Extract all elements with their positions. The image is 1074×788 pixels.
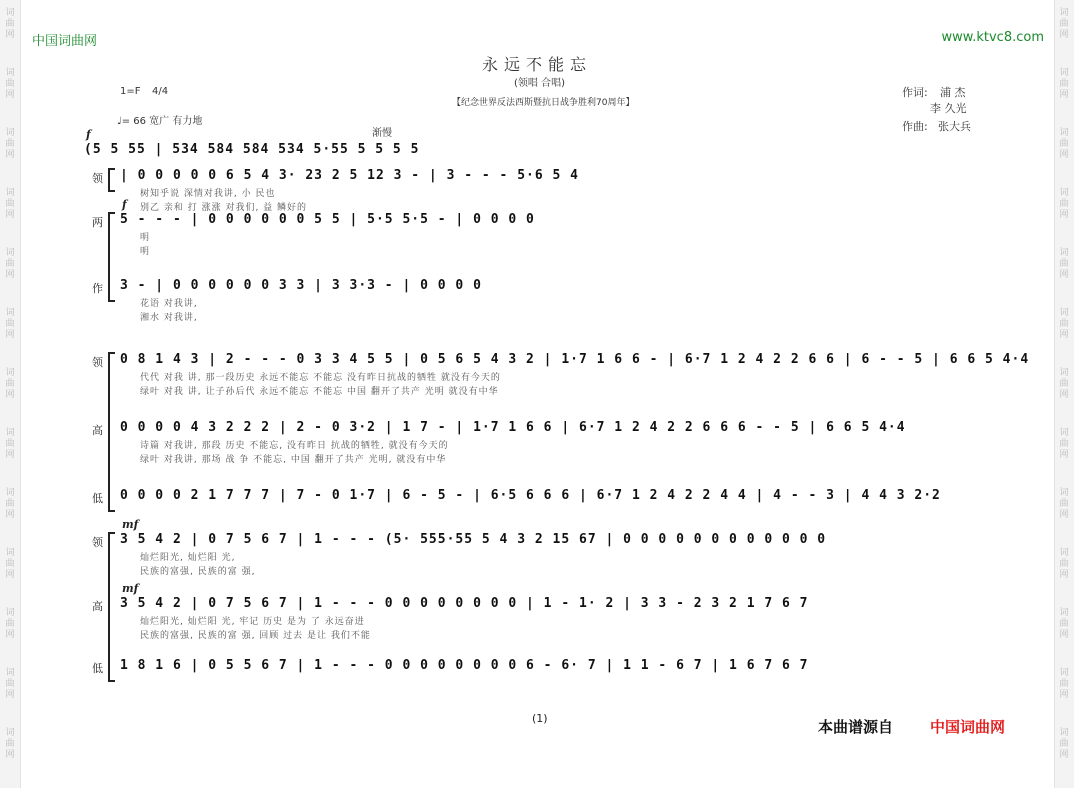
- dynamic-marking: f: [86, 128, 91, 141]
- lyric-line: 诗篇 对我讲, 那段 历史 不能忘, 没有昨日 抗战的牺牲, 就没有今天的: [140, 441, 449, 451]
- watermark-glyphs: 词 曲 网: [1059, 68, 1069, 100]
- lyric-line: 民族的富强, 民族的富 强, 回顾 过去 是让 我们不能: [140, 631, 371, 641]
- lyric-line: 绿叶 对我讲, 那场 战 争 不能忘, 中国 翻开了共产 光明, 就没有中华: [140, 455, 447, 465]
- site-url-right[interactable]: www.ktvc8.com: [941, 30, 1044, 45]
- watermark-glyphs: 词 曲 网: [1059, 8, 1069, 40]
- lyric-line: 代代 对我 讲, 那一段历史 永远不能忘 不能忘 没有昨日抗战的牺牲 就没有今天的: [140, 373, 501, 383]
- part-label: 高: [92, 600, 103, 613]
- key-signature: 1=F: [120, 86, 141, 97]
- time-signature: 4/4: [152, 86, 169, 97]
- lyrics-label: 作词:: [902, 86, 928, 99]
- watermark-glyphs: 词 曲 网: [1059, 128, 1069, 160]
- song-subtitle: (领唱 合唱): [514, 78, 565, 89]
- score-page: [22, 22, 1052, 762]
- notation-line: 0 0 0 0 4 3 2 2 2 | 2 - 0 3·2 | 1 7 - | 1·7 1 6 6 | 6·7 1 2 4 2 2 6 6 6 - - 5 | 6 6 5 4·4: [120, 420, 906, 435]
- lyric-line: 绿叶 对我 讲, 让子孙后代 永远不能忘 不能忘 中国 翻开了共产 光明 就没有中华: [140, 387, 499, 397]
- notation-line: 0 8 1 4 3 | 2 - - - 0 3 3 4 5 5 | 0 5 6 5 4 3 2 | 1·7 1 6 6 - | 6·7 1 2 4 2 2 6 6 | 6 - - 5 | 6 6 5 4·4: [120, 352, 1030, 367]
- watermark-glyphs: 词 曲 网: [5, 608, 15, 640]
- watermark-glyphs: 词 曲 网: [1059, 248, 1069, 280]
- system-brace: [108, 532, 115, 682]
- dedication: 【纪念世界反法西斯暨抗日战争胜利70周年】: [452, 98, 635, 108]
- notation-line: 0 0 0 0 2 1 7 7 7 | 7 - 0 1·7 | 6 - 5 - | 6·5 6 6 6 | 6·7 1 2 4 2 2 4 4 | 4 - - 3 | 4 4 3 2·2: [120, 488, 941, 503]
- watermark-glyphs: 词 曲 网: [5, 128, 15, 160]
- song-title: 永远不能忘: [482, 55, 593, 74]
- dynamic-marking: f: [122, 198, 127, 211]
- lyric-line: 民族的富强, 民族的富 强,: [140, 567, 256, 577]
- watermark-glyphs: 词 曲 网: [5, 428, 15, 460]
- watermark-glyphs: 词 曲 网: [1059, 488, 1069, 520]
- dynamic-marking: mf: [122, 518, 139, 531]
- part-label: 领: [92, 172, 103, 185]
- lyric-line: 花语 对我讲,: [140, 299, 198, 309]
- lyricist-2: 李 久光: [930, 102, 967, 115]
- watermark-glyphs: 词 曲 网: [1059, 428, 1069, 460]
- music-label: 作曲:: [902, 120, 928, 133]
- part-label: 高: [92, 424, 103, 437]
- notation-line: | 0 0 0 0 0 6 5 4 3· 23 2 5 12 3 - | 3 - - - 5·6 5 4: [120, 168, 579, 183]
- notation-line: 3 5 4 2 | 0 7 5 6 7 | 1 - - - (5· 555·55 5 4 3 2 15 67 | 0 0 0 0 0 0 0 0 0 0 0 0: [120, 532, 827, 547]
- page-number: (1): [532, 712, 548, 725]
- watermark-glyphs: 词 曲 网: [1059, 608, 1069, 640]
- watermark-glyphs: 词 曲 网: [5, 308, 15, 340]
- lyric-line: 明: [140, 247, 151, 257]
- notation-line: 1 8 1 6 | 0 5 5 6 7 | 1 - - - 0 0 0 0 0 0 0 0 6 - 6· 7 | 1 1 - 6 7 | 1 6 7 6 7: [120, 658, 809, 673]
- site-name-left[interactable]: 中国词曲网: [32, 34, 98, 49]
- watermark-glyphs: 词 曲 网: [5, 68, 15, 100]
- notation-line: 5 - - - | 0 0 0 0 0 0 5 5 | 5·5 5·5 - | 0 0 0 0: [120, 212, 535, 227]
- part-label: 低: [92, 662, 103, 675]
- footer-source-label: 本曲谱源自: [818, 718, 894, 736]
- notation-line: (5 5 55 | 534 584 584 534 5·55 5 5 5 5: [84, 142, 420, 157]
- watermark-glyphs: 词 曲 网: [5, 488, 15, 520]
- watermark-glyphs: 词 曲 网: [5, 728, 15, 760]
- part-label: 作: [92, 282, 103, 295]
- watermark-glyphs: 词 曲 网: [1059, 728, 1069, 760]
- lyric-line: 湘水 对我讲,: [140, 313, 198, 323]
- rit-marking: 渐慢: [372, 128, 392, 139]
- notation-line: 3 - | 0 0 0 0 0 0 3 3 | 3 3·3 - | 0 0 0 0: [120, 278, 482, 293]
- watermark-glyphs: 词 曲 网: [1059, 368, 1069, 400]
- composer: 张大兵: [938, 120, 971, 133]
- watermark-glyphs: 词 曲 网: [1059, 188, 1069, 220]
- system-brace: [108, 168, 115, 192]
- system-brace: [108, 212, 115, 302]
- footer-brand[interactable]: 中国词曲网: [930, 718, 1006, 736]
- watermark-glyphs: 词 曲 网: [1059, 308, 1069, 340]
- lyric-line: 灿烂阳光, 灿烂阳 光, 牢记 历史 是为 了 永远奋进: [140, 617, 365, 627]
- part-label: 领: [92, 536, 103, 549]
- notation-line: 3 5 4 2 | 0 7 5 6 7 | 1 - - - 0 0 0 0 0 0 0 0 | 1 - 1· 2 | 3 3 - 2 3 2 1 7 6 7: [120, 596, 809, 611]
- tempo-marking: ♩= 66 宽广 有力地: [117, 116, 203, 127]
- watermark-glyphs: 词 曲 网: [1059, 548, 1069, 580]
- watermark-glyphs: 词 曲 网: [5, 248, 15, 280]
- watermark-glyphs: 词 曲 网: [5, 668, 15, 700]
- lyric-line: 灿烂阳光, 灿烂阳 光,: [140, 553, 236, 563]
- lyric-line: 别乙 亲和 打 涨涨 对我们, 益 鳞好的: [140, 203, 308, 213]
- lyric-line: 树知乎说 深情对我讲, 小 民也: [140, 189, 276, 199]
- part-label: 领: [92, 356, 103, 369]
- lyricist-1: 浦 杰: [940, 86, 966, 99]
- part-label: 两: [92, 216, 103, 229]
- part-label: 低: [92, 492, 103, 505]
- watermark-glyphs: 词 曲 网: [5, 8, 15, 40]
- watermark-glyphs: 词 曲 网: [5, 548, 15, 580]
- watermark-glyphs: 词 曲 网: [1059, 668, 1069, 700]
- lyric-line: 明: [140, 233, 151, 243]
- system-brace: [108, 352, 115, 512]
- watermark-glyphs: 词 曲 网: [5, 368, 15, 400]
- watermark-glyphs: 词 曲 网: [5, 188, 15, 220]
- dynamic-marking: mf: [122, 582, 139, 595]
